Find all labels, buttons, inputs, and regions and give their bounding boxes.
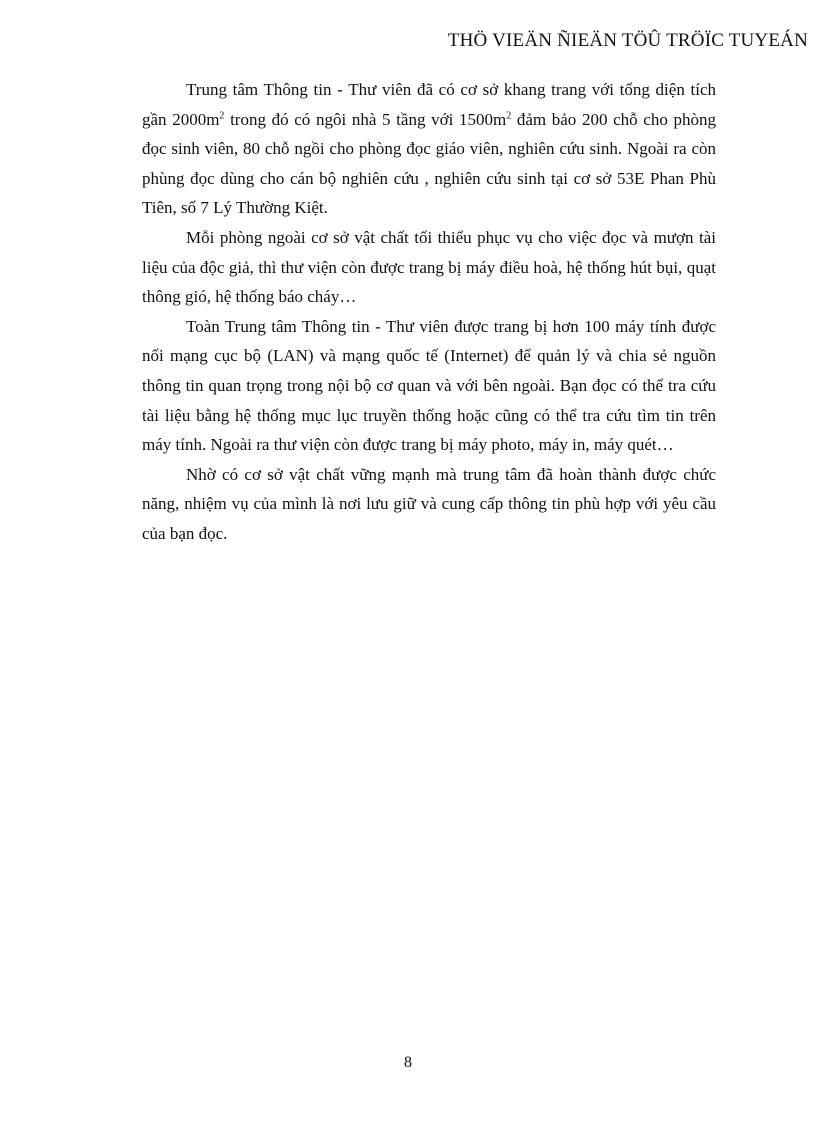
superscript: 2 [506,109,512,121]
paragraph-rooms: Mỗi phòng ngoài cơ sở vật chất tối thiểu phục vụ cho việc đọc và mượn tài liệu của độc giả, thì thư viện còn được trang bị máy điều hoà, hệ thống hút bụi, quạt thông gió, hệ thống báo cháy… [142,227,716,307]
paragraph-text: đảm bảo 200 chỗ cho phòng đọc sinh viên, 80 chỗ ngồi cho phòng đọc giáo viên, nghiên cứu sinh. Ngoài ra còn phùng đọc dùng cho cán bộ nghiên cứu , nghiên cứu sinh tại cơ sở 53E Phan Phù Tiên, số 7 Lý Thường Kiệt. [142,109,716,218]
document-body [142,75,716,549]
paragraph-text: Trung tâm Thông tin - Thư viên đã có cơ sở khang trang với tổng diện tích gần 2000m [142,80,716,129]
paragraph-computers: Toàn Trung tâm Thông tin - Thư viên được trang bị hơn 100 máy tính được nối mạng cục bộ (LAN) và mạng quốc tế (Internet) để quản lý và chia sẻ nguồn thông tin quan trọng trong nội bộ cơ quan và với bên ngoài. Bạn đọc có thể tra cứu tài liệu bằng hệ thống mục lục truyền thống hoặc cũng có thể tra cứu tìm tin trên máy tính. Ngoài ra thư viện còn được trang bị máy photo, máy in, máy quét… [142,316,716,455]
paragraph-text: trong đó có ngôi nhà 5 tầng với 1500m [224,109,507,129]
page-number: 8 [404,1054,412,1071]
running-header: THÖ VIEÄN ÑIEÄN TÖÛ TRÖÏC TUYEÁN [447,30,808,51]
superscript: 2 [219,109,225,121]
paragraph-facilities [142,75,716,223]
paragraph-conclusion: Nhờ có cơ sở vật chất vững mạnh mà trung tâm đã hoàn thành được chức năng, nhiệm vụ của mình là nơi lưu giữ và cung cấp thông tin phù hợp với yêu cầu của bạn đọc. [142,464,716,543]
